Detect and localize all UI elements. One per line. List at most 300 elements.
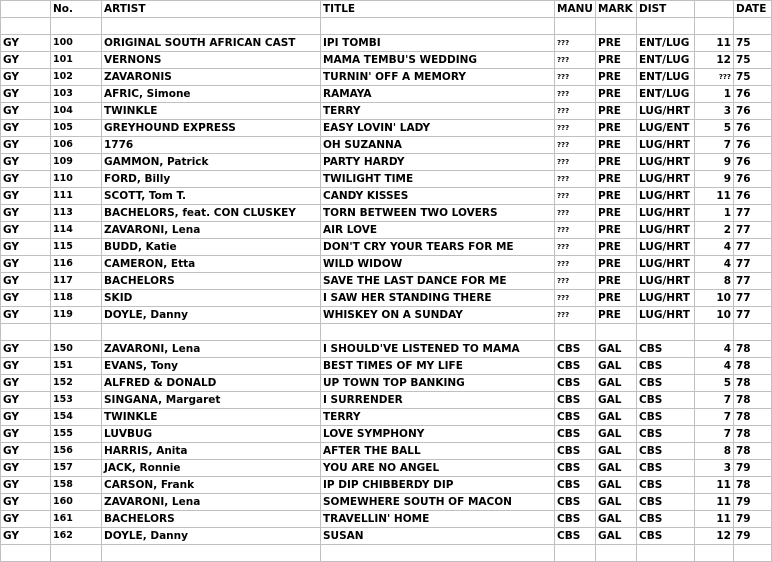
prefix-cell: GY — [1, 443, 51, 460]
artist-cell: GREYHOUND EXPRESS — [102, 120, 321, 137]
date-cell: 78 — [734, 409, 772, 426]
date-cell: 76 — [734, 171, 772, 188]
dist-cell: ENT/LUG — [637, 35, 695, 52]
number-cell: 110 — [51, 171, 102, 188]
date-cell: 79 — [734, 494, 772, 511]
title-cell: LOVE SYMPHONY — [321, 426, 555, 443]
number-cell: 157 — [51, 460, 102, 477]
prefix-cell: GY — [1, 103, 51, 120]
title-cell: I SHOULD'VE LISTENED TO MAMA — [321, 341, 555, 358]
artist-cell: DOYLE, Danny — [102, 528, 321, 545]
artist-cell: ZAVARONI, Lena — [102, 341, 321, 358]
artist-cell: ZAVARONI, Lena — [102, 494, 321, 511]
table-row — [1, 409, 772, 426]
number-cell — [51, 324, 102, 341]
dist-cell: LUG/HRT — [637, 154, 695, 171]
number-cell: 153 — [51, 392, 102, 409]
title-cell: I SURRENDER — [321, 392, 555, 409]
title-cell: BEST TIMES OF MY LIFE — [321, 358, 555, 375]
mark-cell: PRE — [596, 256, 637, 273]
artist-cell: CAMERON, Etta — [102, 256, 321, 273]
mark-cell: PRE — [596, 222, 637, 239]
mark-cell: GAL — [596, 358, 637, 375]
dist-cell: CBS — [637, 443, 695, 460]
dist-cell: ENT/LUG — [637, 86, 695, 103]
blank-row — [1, 18, 772, 35]
mark-cell: PRE — [596, 290, 637, 307]
mark-cell: PRE — [596, 52, 637, 69]
mark-cell — [596, 18, 637, 35]
artist-cell: ORIGINAL SOUTH AFRICAN CAST — [102, 35, 321, 52]
month-cell: 4 — [695, 358, 734, 375]
blank-row — [1, 545, 772, 562]
month-cell: 7 — [695, 426, 734, 443]
dist-cell: CBS — [637, 460, 695, 477]
mark-cell: PRE — [596, 86, 637, 103]
number-cell: 101 — [51, 52, 102, 69]
mark-cell: PRE — [596, 120, 637, 137]
table-row — [1, 341, 772, 358]
artist-cell: HARRIS, Anita — [102, 443, 321, 460]
artist-cell: BACHELORS — [102, 511, 321, 528]
manu-cell: ??? — [555, 103, 596, 120]
title-cell: TWILIGHT TIME — [321, 171, 555, 188]
table-row — [1, 358, 772, 375]
dist-cell: LUG/HRT — [637, 307, 695, 324]
manu-cell: ??? — [555, 222, 596, 239]
prefix-cell: GY — [1, 35, 51, 52]
manu-cell: ??? — [555, 137, 596, 154]
artist-cell — [102, 324, 321, 341]
table-row — [1, 477, 772, 494]
number-cell — [51, 18, 102, 35]
mark-cell: PRE — [596, 273, 637, 290]
artist-cell: SKID — [102, 290, 321, 307]
prefix-cell: GY — [1, 477, 51, 494]
title-cell: UP TOWN TOP BANKING — [321, 375, 555, 392]
mark-cell: PRE — [596, 205, 637, 222]
number-cell: 111 — [51, 188, 102, 205]
artist-cell: BACHELORS — [102, 273, 321, 290]
artist-cell: BUDD, Katie — [102, 239, 321, 256]
date-cell: 76 — [734, 103, 772, 120]
mark-cell: GAL — [596, 528, 637, 545]
mark-cell: GAL — [596, 375, 637, 392]
mark-cell: PRE — [596, 137, 637, 154]
manu-cell: CBS — [555, 528, 596, 545]
title-cell: TURNIN' OFF A MEMORY — [321, 69, 555, 86]
title-cell: SUSAN — [321, 528, 555, 545]
table-row — [1, 188, 772, 205]
date-cell: 78 — [734, 443, 772, 460]
date-cell: 77 — [734, 222, 772, 239]
manu-cell — [555, 545, 596, 562]
date-cell: 76 — [734, 137, 772, 154]
table-row — [1, 528, 772, 545]
manu-cell: CBS — [555, 392, 596, 409]
title-cell: MAMA TEMBU'S WEDDING — [321, 52, 555, 69]
mark-cell: GAL — [596, 477, 637, 494]
number-cell: 152 — [51, 375, 102, 392]
header-row — [1, 1, 772, 18]
table-row — [1, 256, 772, 273]
month-cell: 8 — [695, 443, 734, 460]
mark-cell: GAL — [596, 494, 637, 511]
prefix-cell: GY — [1, 511, 51, 528]
title-cell: CANDY KISSES — [321, 188, 555, 205]
dist-cell: CBS — [637, 375, 695, 392]
month-cell — [695, 545, 734, 562]
mark-cell: PRE — [596, 307, 637, 324]
prefix-cell — [1, 324, 51, 341]
prefix-cell: GY — [1, 494, 51, 511]
month-cell: 8 — [695, 273, 734, 290]
title-cell: DON'T CRY YOUR TEARS FOR ME — [321, 239, 555, 256]
month-cell: 11 — [695, 35, 734, 52]
month-cell: 10 — [695, 307, 734, 324]
manu-cell: ??? — [555, 52, 596, 69]
prefix-cell: GY — [1, 154, 51, 171]
artist-cell: DOYLE, Danny — [102, 307, 321, 324]
title-cell — [321, 18, 555, 35]
blank-row — [1, 324, 772, 341]
date-cell — [734, 18, 772, 35]
title-cell: OH SUZANNA — [321, 137, 555, 154]
number-cell: 155 — [51, 426, 102, 443]
date-cell: 78 — [734, 392, 772, 409]
table-row — [1, 443, 772, 460]
manu-cell: ??? — [555, 290, 596, 307]
number-cell: 150 — [51, 341, 102, 358]
dist-cell: LUG/HRT — [637, 188, 695, 205]
dist-cell: ENT/LUG — [637, 69, 695, 86]
header-month — [695, 1, 734, 18]
mark-cell: GAL — [596, 392, 637, 409]
artist-cell: GAMMON, Patrick — [102, 154, 321, 171]
prefix-cell: GY — [1, 120, 51, 137]
mark-cell — [596, 545, 637, 562]
manu-cell: CBS — [555, 460, 596, 477]
mark-cell: PRE — [596, 103, 637, 120]
number-cell: 117 — [51, 273, 102, 290]
dist-cell: CBS — [637, 341, 695, 358]
mark-cell: GAL — [596, 409, 637, 426]
manu-cell: ??? — [555, 120, 596, 137]
dist-cell: LUG/HRT — [637, 222, 695, 239]
prefix-cell: GY — [1, 137, 51, 154]
number-cell: 113 — [51, 205, 102, 222]
title-cell: AFTER THE BALL — [321, 443, 555, 460]
prefix-cell: GY — [1, 256, 51, 273]
table-row — [1, 392, 772, 409]
prefix-cell: GY — [1, 341, 51, 358]
dist-cell: LUG/HRT — [637, 273, 695, 290]
manu-cell: CBS — [555, 375, 596, 392]
manu-cell: ??? — [555, 307, 596, 324]
number-cell: 154 — [51, 409, 102, 426]
prefix-cell: GY — [1, 188, 51, 205]
number-cell: 116 — [51, 256, 102, 273]
dist-cell: LUG/ENT — [637, 120, 695, 137]
manu-cell: CBS — [555, 341, 596, 358]
prefix-cell: GY — [1, 290, 51, 307]
mark-cell: PRE — [596, 239, 637, 256]
manu-cell: ??? — [555, 69, 596, 86]
number-cell: 160 — [51, 494, 102, 511]
dist-cell: LUG/HRT — [637, 137, 695, 154]
dist-cell: LUG/HRT — [637, 103, 695, 120]
table-row — [1, 426, 772, 443]
header-mark: MARK — [596, 1, 637, 18]
table-row — [1, 154, 772, 171]
date-cell: 75 — [734, 35, 772, 52]
manu-cell: ??? — [555, 35, 596, 52]
dist-cell: CBS — [637, 358, 695, 375]
title-cell — [321, 324, 555, 341]
prefix-cell: GY — [1, 307, 51, 324]
title-cell: I SAW HER STANDING THERE — [321, 290, 555, 307]
mark-cell: GAL — [596, 443, 637, 460]
header-dist: DIST — [637, 1, 695, 18]
date-cell: 77 — [734, 239, 772, 256]
table-row — [1, 222, 772, 239]
date-cell: 78 — [734, 375, 772, 392]
title-cell: TRAVELLIN' HOME — [321, 511, 555, 528]
title-cell: IPI TOMBI — [321, 35, 555, 52]
prefix-cell: GY — [1, 205, 51, 222]
month-cell: 4 — [695, 256, 734, 273]
prefix-cell: GY — [1, 375, 51, 392]
title-cell: AIR LOVE — [321, 222, 555, 239]
mark-cell — [596, 324, 637, 341]
number-cell: 115 — [51, 239, 102, 256]
artist-cell: CARSON, Frank — [102, 477, 321, 494]
date-cell: 79 — [734, 528, 772, 545]
dist-cell — [637, 545, 695, 562]
dist-cell: LUG/HRT — [637, 205, 695, 222]
dist-cell: LUG/HRT — [637, 256, 695, 273]
manu-cell: CBS — [555, 358, 596, 375]
artist-cell: ZAVARONI, Lena — [102, 222, 321, 239]
header-artist: ARTIST — [102, 1, 321, 18]
prefix-cell: GY — [1, 69, 51, 86]
title-cell: TORN BETWEEN TWO LOVERS — [321, 205, 555, 222]
dist-cell: ENT/LUG — [637, 52, 695, 69]
table-row — [1, 52, 772, 69]
month-cell: 7 — [695, 409, 734, 426]
date-cell: 78 — [734, 341, 772, 358]
date-cell: 77 — [734, 205, 772, 222]
manu-cell: ??? — [555, 239, 596, 256]
manu-cell: ??? — [555, 171, 596, 188]
number-cell: 118 — [51, 290, 102, 307]
artist-cell: SCOTT, Tom T. — [102, 188, 321, 205]
prefix-cell: GY — [1, 273, 51, 290]
number-cell: 106 — [51, 137, 102, 154]
mark-cell: PRE — [596, 69, 637, 86]
date-cell: 76 — [734, 86, 772, 103]
dist-cell: CBS — [637, 477, 695, 494]
manu-cell: ??? — [555, 188, 596, 205]
dist-cell: LUG/HRT — [637, 239, 695, 256]
month-cell: 1 — [695, 86, 734, 103]
artist-cell: TWINKLE — [102, 103, 321, 120]
number-cell: 105 — [51, 120, 102, 137]
number-cell: 100 — [51, 35, 102, 52]
header-title: TITLE — [321, 1, 555, 18]
dist-cell: CBS — [637, 426, 695, 443]
month-cell: 7 — [695, 137, 734, 154]
month-cell: 11 — [695, 494, 734, 511]
artist-cell: 1776 — [102, 137, 321, 154]
month-cell: 5 — [695, 120, 734, 137]
manu-cell — [555, 324, 596, 341]
dist-cell: CBS — [637, 494, 695, 511]
artist-cell: TWINKLE — [102, 409, 321, 426]
month-cell: 1 — [695, 205, 734, 222]
prefix-cell: GY — [1, 86, 51, 103]
prefix-cell: GY — [1, 358, 51, 375]
artist-cell: VERNONS — [102, 52, 321, 69]
table-row — [1, 239, 772, 256]
month-cell: 11 — [695, 188, 734, 205]
manu-cell: ??? — [555, 273, 596, 290]
manu-cell: CBS — [555, 494, 596, 511]
title-cell: EASY LOVIN' LADY — [321, 120, 555, 137]
manu-cell — [555, 18, 596, 35]
artist-cell: LUVBUG — [102, 426, 321, 443]
table-row — [1, 494, 772, 511]
title-cell — [321, 545, 555, 562]
number-cell: 161 — [51, 511, 102, 528]
table-row — [1, 35, 772, 52]
date-cell — [734, 545, 772, 562]
prefix-cell: GY — [1, 222, 51, 239]
prefix-cell: GY — [1, 52, 51, 69]
dist-cell — [637, 324, 695, 341]
number-cell: 103 — [51, 86, 102, 103]
mark-cell: GAL — [596, 460, 637, 477]
manu-cell: CBS — [555, 511, 596, 528]
table-row — [1, 511, 772, 528]
date-cell: 77 — [734, 307, 772, 324]
prefix-cell — [1, 545, 51, 562]
manu-cell: ??? — [555, 205, 596, 222]
month-cell: 4 — [695, 341, 734, 358]
manu-cell: ??? — [555, 256, 596, 273]
artist-cell: AFRIC, Simone — [102, 86, 321, 103]
prefix-cell: GY — [1, 528, 51, 545]
title-cell: TERRY — [321, 409, 555, 426]
date-cell: 79 — [734, 460, 772, 477]
title-cell: YOU ARE NO ANGEL — [321, 460, 555, 477]
dist-cell: LUG/HRT — [637, 171, 695, 188]
dist-cell — [637, 18, 695, 35]
artist-cell — [102, 545, 321, 562]
date-cell — [734, 324, 772, 341]
month-cell — [695, 18, 734, 35]
mark-cell: PRE — [596, 154, 637, 171]
dist-cell: LUG/HRT — [637, 290, 695, 307]
month-cell: 12 — [695, 52, 734, 69]
date-cell: 78 — [734, 358, 772, 375]
number-cell: 119 — [51, 307, 102, 324]
prefix-cell: GY — [1, 392, 51, 409]
month-cell: 3 — [695, 103, 734, 120]
artist-cell: ALFRED & DONALD — [102, 375, 321, 392]
title-cell: RAMAYA — [321, 86, 555, 103]
manu-cell: CBS — [555, 409, 596, 426]
prefix-cell: GY — [1, 171, 51, 188]
header-prefix — [1, 1, 51, 18]
manu-cell: ??? — [555, 86, 596, 103]
header-manu: MANU — [555, 1, 596, 18]
manu-cell: CBS — [555, 426, 596, 443]
title-cell: WHISKEY ON A SUNDAY — [321, 307, 555, 324]
title-cell: IP DIP CHIBBERDY DIP — [321, 477, 555, 494]
header-no: No. — [51, 1, 102, 18]
title-cell: SOMEWHERE SOUTH OF MACON — [321, 494, 555, 511]
number-cell: 104 — [51, 103, 102, 120]
manu-cell: CBS — [555, 477, 596, 494]
dist-cell: CBS — [637, 528, 695, 545]
artist-cell — [102, 18, 321, 35]
number-cell: 162 — [51, 528, 102, 545]
number-cell: 109 — [51, 154, 102, 171]
mark-cell: PRE — [596, 188, 637, 205]
table-row — [1, 103, 772, 120]
mark-cell: GAL — [596, 426, 637, 443]
month-cell: 3 — [695, 460, 734, 477]
title-cell: WILD WIDOW — [321, 256, 555, 273]
number-cell: 156 — [51, 443, 102, 460]
month-cell: 4 — [695, 239, 734, 256]
manu-cell: ??? — [555, 154, 596, 171]
month-cell: 9 — [695, 154, 734, 171]
artist-cell: JACK, Ronnie — [102, 460, 321, 477]
dist-cell: CBS — [637, 511, 695, 528]
date-cell: 76 — [734, 154, 772, 171]
artist-cell: ZAVARONIS — [102, 69, 321, 86]
number-cell — [51, 545, 102, 562]
month-cell: 2 — [695, 222, 734, 239]
month-cell: 7 — [695, 392, 734, 409]
number-cell: 102 — [51, 69, 102, 86]
prefix-cell: GY — [1, 426, 51, 443]
month-cell: 11 — [695, 477, 734, 494]
table-row — [1, 307, 772, 324]
artist-cell: BACHELORS, feat. CON CLUSKEY — [102, 205, 321, 222]
date-cell: 76 — [734, 188, 772, 205]
prefix-cell: GY — [1, 239, 51, 256]
month-cell: 10 — [695, 290, 734, 307]
table-row — [1, 375, 772, 392]
date-cell: 75 — [734, 69, 772, 86]
month-cell: 5 — [695, 375, 734, 392]
table-row — [1, 137, 772, 154]
date-cell: 77 — [734, 290, 772, 307]
table-row — [1, 86, 772, 103]
prefix-cell — [1, 18, 51, 35]
month-cell: 11 — [695, 511, 734, 528]
date-cell: 77 — [734, 256, 772, 273]
prefix-cell: GY — [1, 409, 51, 426]
mark-cell: PRE — [596, 171, 637, 188]
title-cell: TERRY — [321, 103, 555, 120]
artist-cell: FORD, Billy — [102, 171, 321, 188]
table-row — [1, 120, 772, 137]
table-row — [1, 69, 772, 86]
